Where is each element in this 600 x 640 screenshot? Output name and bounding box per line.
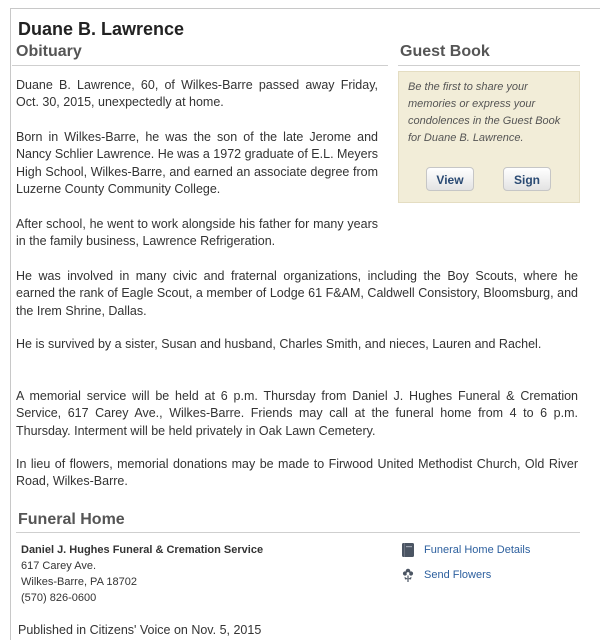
- obituary-paragraph: In lieu of flowers, memorial donations may be made to Firwood United Methodist Church, Old River Road, Wilkes-Barre.: [16, 457, 578, 489]
- funeral-home-street: 617 Carey Ave.: [21, 560, 97, 572]
- funeral-home-city: Wilkes-Barre, PA 18702: [21, 576, 137, 588]
- published-note: Published in Citizens' Voice on Nov. 5, 2015: [18, 623, 262, 637]
- obituary-divider: [12, 65, 388, 66]
- funeral-home-details-link[interactable]: [400, 541, 530, 559]
- funeral-home-details-label: Funeral Home Details: [424, 544, 531, 556]
- obituary-paragraph: Born in Wilkes-Barre, he was the son of the late Jerome and Nancy Schlier Lawrence. He was a 1972 graduate of E.L. Meyers High School, Wilkes-Barre, and earned an associate degree from Luzerne County Community College.: [16, 130, 378, 196]
- funeral-home-info: [21, 542, 263, 606]
- guest-book-prompt: Be the first to share your memories or express your condolences in the Guest Book for Duane B. Lawrence.: [408, 81, 561, 144]
- obituary-heading: Obituary: [16, 43, 82, 60]
- guest-book-view-button[interactable]: View: [426, 167, 474, 191]
- send-flowers-link[interactable]: [400, 566, 491, 584]
- frame-left-border: [10, 8, 11, 640]
- obituary-paragraph: Duane B. Lawrence, 60, of Wilkes-Barre passed away Friday, Oct. 30, 2015, unexpectedly at home.: [16, 78, 378, 110]
- frame-top-border: [10, 8, 600, 9]
- obituary-paragraph: He was involved in many civic and fraternal organizations, including the Boy Scouts, where he earned the rank of Eagle Scout, a member of Lodge 61 F&AM, Caldwell Consistory, Bloomsburg, and the Irem Shrine, Dallas.: [16, 269, 578, 318]
- obituary-paragraph: A memorial service will be held at 6 p.m. Thursday from Daniel J. Hughes Funeral & Cremation Service, 617 Carey Ave., Wilkes-Barre. Friends may call at the funeral home from 4 to 6 p.m. Thursday. Interment will be held privately in Oak Lawn Cemetery.: [16, 389, 578, 438]
- guest-book-divider: [398, 65, 580, 66]
- flower-icon: [400, 567, 416, 583]
- person-name: Duane B. Lawrence: [18, 19, 185, 39]
- funeral-home-phone: (570) 826-0600: [21, 592, 97, 604]
- obituary-paragraph: After school, he went to work alongside his father for many years in the family business, Lawrence Refrigeration.: [16, 217, 378, 249]
- funeral-home-name: Daniel J. Hughes Funeral & Cremation Service: [21, 544, 264, 556]
- guest-book-sign-button[interactable]: Sign: [503, 167, 551, 191]
- book-icon: [400, 542, 416, 558]
- guest-book-heading: Guest Book: [400, 43, 490, 60]
- guest-book-panel: [398, 71, 580, 203]
- send-flowers-label: Send Flowers: [424, 569, 492, 581]
- funeral-home-heading: Funeral Home: [18, 511, 125, 528]
- funeral-home-divider: [16, 532, 580, 533]
- obituary-paragraph: He is survived by a sister, Susan and husband, Charles Smith, and nieces, Lauren and Rachel.: [16, 337, 542, 351]
